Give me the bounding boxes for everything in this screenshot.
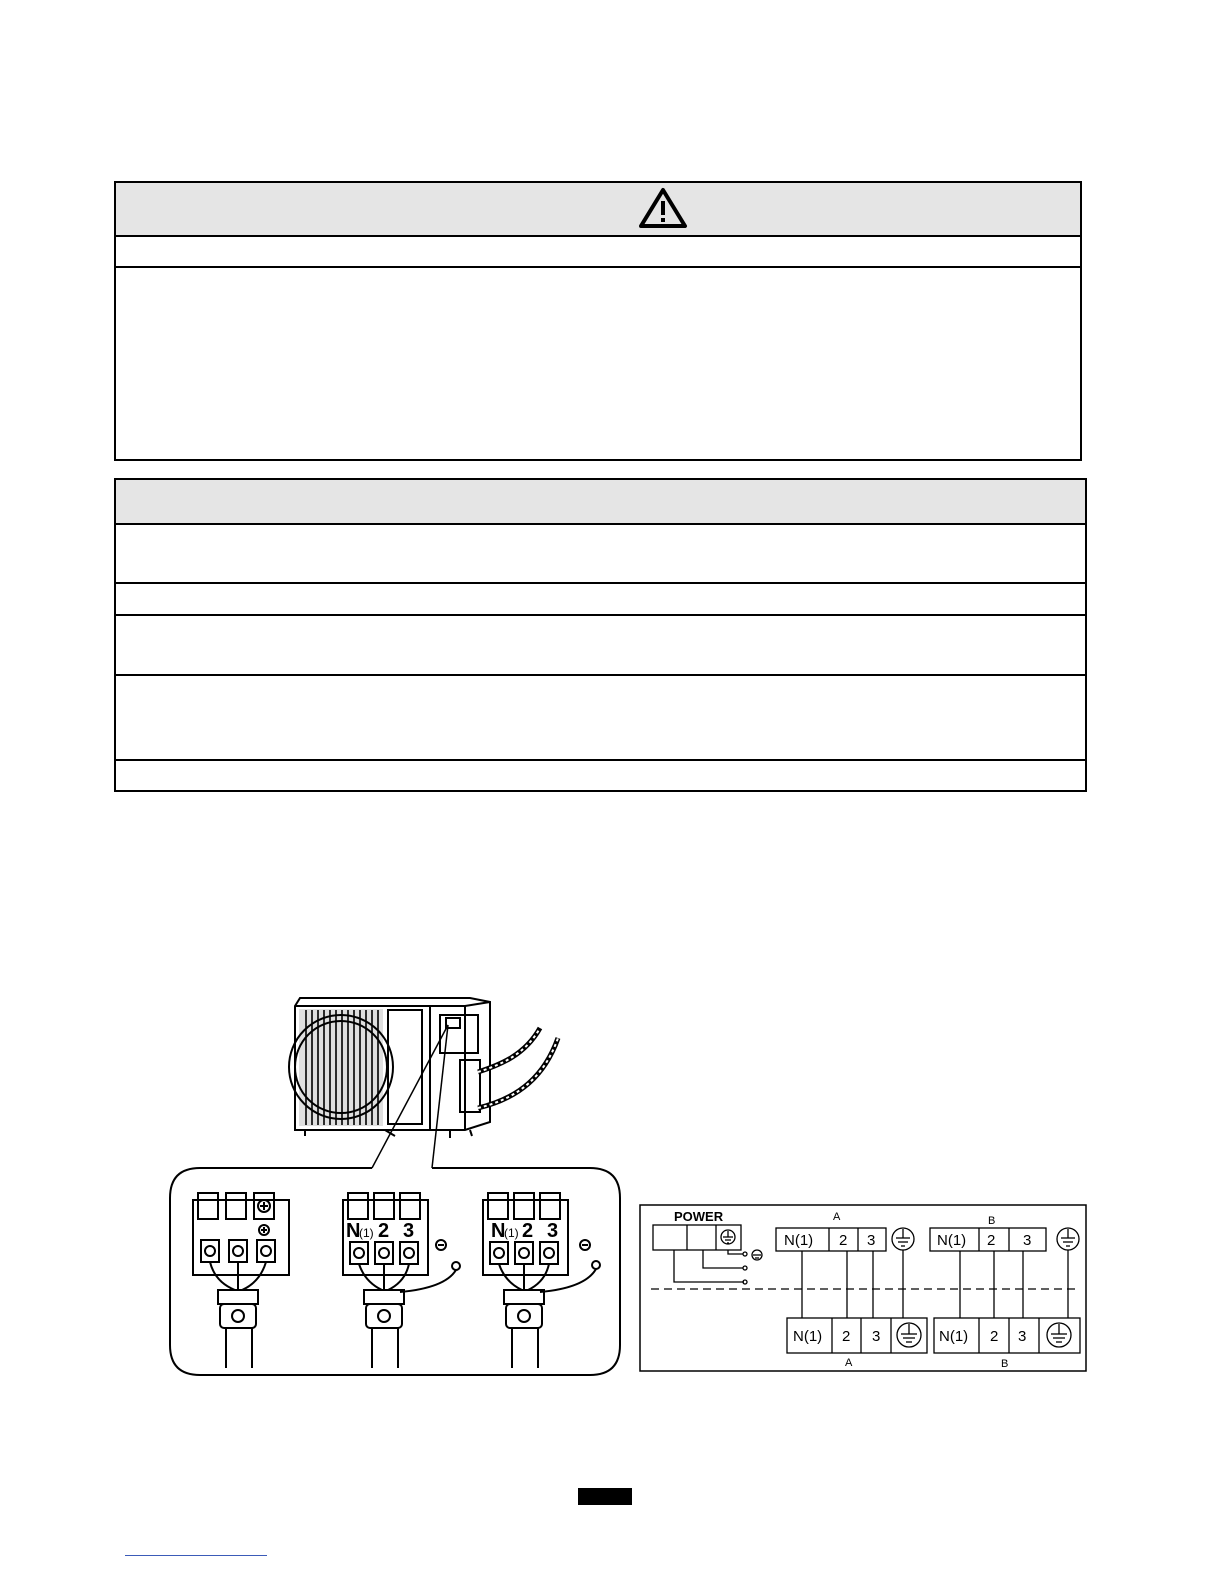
outdoor-unit-drawing <box>289 998 558 1168</box>
caution-table-header <box>116 183 1080 237</box>
notes-row <box>116 761 1085 790</box>
notes-row <box>116 676 1085 761</box>
terminal-label-2: 2 <box>378 1220 390 1242</box>
ground-icon <box>1047 1323 1071 1347</box>
caution-row <box>116 237 1080 268</box>
terminal-label-1: (1) <box>359 1226 374 1240</box>
svg-text:3: 3 <box>872 1328 881 1345</box>
wiring-diagram <box>639 1204 1087 1372</box>
terminal-label-3: 3 <box>403 1220 415 1242</box>
power-label: POWER <box>674 1209 724 1224</box>
footer-link[interactable] <box>125 1553 267 1556</box>
svg-text:N(1): N(1) <box>937 1232 967 1249</box>
unit-b-label: B <box>988 1215 996 1227</box>
caution-row <box>116 268 1080 458</box>
svg-text:3: 3 <box>867 1232 876 1249</box>
notes-table <box>114 478 1087 792</box>
notes-row <box>116 584 1085 616</box>
svg-text:N(1): N(1) <box>939 1328 969 1345</box>
bottom-b-label: B <box>1001 1358 1009 1370</box>
ground-icon <box>1057 1228 1079 1250</box>
terminal-label-3: 3 <box>547 1220 559 1242</box>
unit-a-label: A <box>833 1211 841 1223</box>
terminal-label-n: N <box>491 1220 506 1242</box>
terminal-block-1 <box>193 1193 289 1368</box>
notes-table-header <box>116 480 1085 525</box>
terminal-label-n: N <box>346 1220 361 1242</box>
notes-row <box>116 525 1085 584</box>
caution-table <box>114 181 1082 461</box>
svg-text:3: 3 <box>1023 1232 1032 1249</box>
ground-icon <box>897 1323 921 1347</box>
svg-text:2: 2 <box>842 1328 851 1345</box>
svg-text:3: 3 <box>1018 1328 1027 1345</box>
ground-icon <box>721 1230 735 1244</box>
terminal-block-2 <box>343 1193 460 1368</box>
svg-text:2: 2 <box>987 1232 996 1249</box>
svg-text:N(1): N(1) <box>793 1328 823 1345</box>
bottom-a-label: A <box>845 1357 853 1369</box>
ground-icon <box>892 1228 914 1250</box>
terminal-label-2: 2 <box>522 1220 534 1242</box>
notes-row <box>116 616 1085 676</box>
svg-text:2: 2 <box>990 1328 999 1345</box>
svg-text:N(1): N(1) <box>784 1232 814 1249</box>
warning-triangle-icon <box>638 187 688 229</box>
page-number <box>578 1488 632 1505</box>
terminal-label-1: (1) <box>504 1226 519 1240</box>
svg-text:2: 2 <box>839 1232 848 1249</box>
